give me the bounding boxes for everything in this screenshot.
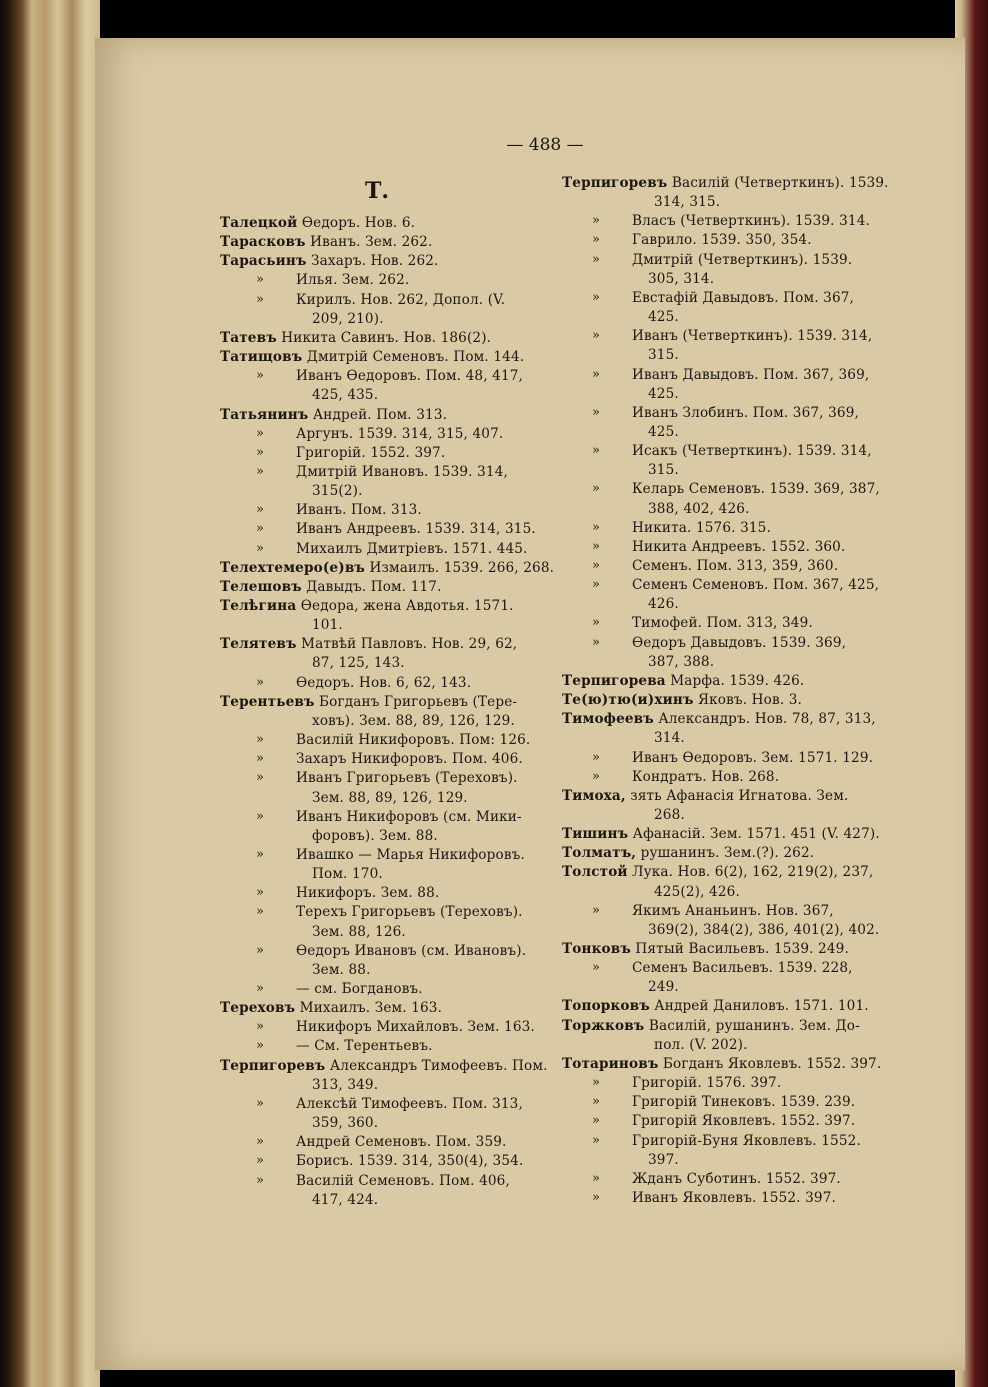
entry-surname: Торжковъ xyxy=(562,1017,645,1034)
entry-surname: Телешовъ xyxy=(220,578,302,595)
ditto-mark: » xyxy=(592,615,600,631)
index-subentry: Никифоръ. Зем. 88. xyxy=(296,885,440,902)
index-subentry: Иванъ Өедоровъ. Зем. 1571. 129. xyxy=(632,749,874,766)
entry-surname: Татевъ xyxy=(220,329,277,346)
index-continuation: 388, 402, 426. xyxy=(648,500,750,517)
entry-surname: Телятевъ xyxy=(220,636,297,653)
ditto-mark: » xyxy=(256,808,264,824)
entry-surname: Татьянинъ xyxy=(220,406,309,423)
index-entry xyxy=(220,635,517,654)
index-subentry: Никита. 1576. 315. xyxy=(632,519,771,536)
index-subentry: Терехъ Григорьевъ (Тереховъ). xyxy=(296,904,523,921)
ditto-mark: » xyxy=(256,521,264,537)
index-entry xyxy=(220,329,491,348)
index-continuation: Зем. 88, 126. xyxy=(312,923,406,940)
ditto-mark: » xyxy=(592,1094,600,1110)
entry-text: Марфа. 1539. 426. xyxy=(665,672,805,689)
index-continuation: 369(2), 384(2), 386, 401(2), 402. xyxy=(648,921,880,938)
ditto-mark: » xyxy=(256,674,264,690)
index-entry xyxy=(220,252,439,271)
index-subentry: Власъ (Четверткинъ). 1539. 314. xyxy=(632,213,870,230)
ditto-mark: » xyxy=(256,1038,264,1054)
ditto-mark: » xyxy=(256,942,264,958)
entry-surname: Тотариновъ xyxy=(562,1055,659,1072)
ditto-mark: » xyxy=(256,770,264,786)
entry-text: Александръ. Нов. 78, 87, 313, xyxy=(653,711,876,728)
ditto-mark: » xyxy=(256,1172,264,1188)
ditto-mark: » xyxy=(592,902,600,918)
index-continuation: 87, 125, 143. xyxy=(312,655,405,672)
entry-text: Матвѣй Павловъ. Нов. 29, 62, xyxy=(296,636,518,653)
index-continuation: ховъ). Зем. 88, 89, 126, 129. xyxy=(312,712,515,729)
entry-surname: Терпигоревъ xyxy=(562,175,668,191)
entry-surname: Тимофеевъ xyxy=(562,711,654,728)
ditto-mark: » xyxy=(256,368,264,384)
entry-text: Василій (Четверткинъ). 1539. xyxy=(667,175,889,191)
entry-surname: Толматъ, xyxy=(562,845,637,862)
index-subentry: Келарь Семеновъ. 1539. 369, 387, xyxy=(632,481,880,498)
index-entry xyxy=(562,691,802,710)
ditto-mark: » xyxy=(592,328,600,344)
ditto-mark: » xyxy=(592,366,600,382)
index-subentry: Илья. Зем. 262. xyxy=(296,272,410,289)
index-subentry: Кирилъ. Нов. 262, Допол. (V. xyxy=(296,291,506,308)
index-subentry: Захаръ Никифоровъ. Пом. 406. xyxy=(296,751,523,768)
index-entry xyxy=(562,1017,860,1036)
ditto-mark: » xyxy=(256,1019,264,1035)
ditto-mark: » xyxy=(592,443,600,459)
ditto-mark: » xyxy=(256,1153,264,1169)
entry-text: Өедора, жена Авдотья. 1571. xyxy=(296,598,514,614)
entry-text: Александръ Тимофеевъ. Пом. xyxy=(325,1057,548,1074)
index-continuation: 397. xyxy=(648,1151,679,1168)
index-entry xyxy=(220,233,432,252)
index-subentry: Дмитрій (Четверткинъ). 1539. xyxy=(632,251,853,268)
index-subentry: Григорій. 1552. 397. xyxy=(296,444,446,461)
index-subentry: Өедоръ. Нов. 6, 62, 143. xyxy=(296,674,472,691)
index-continuation: 314, 315. xyxy=(654,194,721,211)
index-entry xyxy=(220,999,442,1018)
index-subentry: Иванъ Андреевъ. 1539. 314, 315. xyxy=(296,521,536,538)
index-subentry: Семенъ Семеновъ. Пом. 367, 425, xyxy=(632,577,880,594)
index-subentry: Гаврило. 1539. 350, 354. xyxy=(632,232,812,249)
index-continuation: 101. xyxy=(312,617,343,634)
ditto-mark: » xyxy=(256,540,264,556)
index-continuation: 417, 424. xyxy=(312,1191,379,1208)
book-spine-edge xyxy=(0,0,100,1387)
entry-text: зять Афанасія Игнатова. Зем. xyxy=(625,787,849,804)
entry-surname: Терентьевъ xyxy=(220,693,315,710)
ditto-mark: » xyxy=(256,981,264,996)
entry-surname: Тарасковъ xyxy=(220,234,306,251)
entry-surname: Терпигоревъ xyxy=(220,1057,326,1074)
index-continuation: 268. xyxy=(654,806,685,823)
index-subentry: Иванъ Никифоровъ (см. Мики- xyxy=(296,808,522,825)
index-subentry: Алексѣй Тимофеевъ. Пом. 313, xyxy=(296,1095,523,1112)
index-subentry: Борисъ. 1539. 314, 350(4), 354. xyxy=(296,1153,524,1170)
ditto-mark: » xyxy=(256,732,264,748)
ditto-mark: » xyxy=(592,768,600,784)
entry-surname: Телѣгина xyxy=(220,598,297,614)
ditto-mark: » xyxy=(256,502,264,518)
ditto-mark: » xyxy=(256,885,264,901)
ditto-mark: » xyxy=(592,232,600,248)
index-subentry: Михаилъ Дмитріевъ. 1571. 445. xyxy=(296,540,528,557)
index-subentry: Якимъ Ананьинъ. Нов. 367, xyxy=(632,902,834,919)
entry-text: Богданъ Яковлевъ. 1552. 397. xyxy=(658,1055,882,1072)
entry-surname: Тонковъ xyxy=(562,941,631,957)
ditto-mark: » xyxy=(592,213,600,229)
index-entry xyxy=(220,348,524,367)
ditto-mark: » xyxy=(592,1170,600,1186)
entry-surname: Терпигорева xyxy=(562,672,666,689)
index-subentry: Василій Никифоровъ. Пом: 126. xyxy=(296,732,531,749)
index-continuation: Зем. 88, 89, 126, 129. xyxy=(312,789,468,806)
ditto-mark: » xyxy=(592,251,600,267)
index-subentry: Григорій Яковлевъ. 1552. 397. xyxy=(632,1113,856,1130)
index-continuation: пол. (V. 202). xyxy=(654,1036,748,1053)
index-continuation: 425(2), 426. xyxy=(654,883,740,900)
ditto-mark: » xyxy=(256,463,264,479)
index-continuation: 425. xyxy=(648,385,679,402)
entry-surname: Топорковъ xyxy=(562,998,650,1015)
entry-text: Измаилъ. 1539. 266, 268. xyxy=(365,559,555,576)
index-subentry: Григорій Тинековъ. 1539. 239. xyxy=(632,1094,856,1111)
entry-text: Афанасій. Зем. 1571. 451 (V. 427). xyxy=(628,826,880,843)
ditto-mark: » xyxy=(256,425,264,441)
index-entry xyxy=(220,597,514,616)
index-continuation: 305, 314. xyxy=(648,270,715,287)
index-continuation: 387, 388. xyxy=(648,653,715,670)
ditto-mark: » xyxy=(592,749,600,765)
entry-text: Дмитрій Семеновъ. Пом. 144. xyxy=(302,349,525,366)
index-subentry: Андрей Семеновъ. Пом. 359. xyxy=(296,1134,507,1151)
entry-surname: Татищовъ xyxy=(220,349,303,366)
ditto-mark: » xyxy=(592,1189,600,1205)
ditto-mark: » xyxy=(592,1075,600,1091)
index-entry xyxy=(220,578,442,597)
ditto-mark: » xyxy=(256,846,264,862)
index-continuation: 314. xyxy=(654,730,685,747)
index-subentry: Иванъ (Четверткинъ). 1539. 314, xyxy=(632,328,873,345)
entry-text: Михаилъ. Зем. 163. xyxy=(295,1000,443,1017)
index-subentry: — См. Терентьевъ. xyxy=(296,1038,433,1055)
index-continuation: 249. xyxy=(648,979,679,996)
index-subentry: Евстафій Давыдовъ. Пом. 367, xyxy=(632,289,855,306)
entry-text: Өедоръ. Нов. 6. xyxy=(297,215,416,231)
index-subentry: Тимофей. Пом. 313, 349. xyxy=(632,615,813,632)
index-entry xyxy=(220,214,415,233)
entry-surname: Тереховъ xyxy=(220,1000,296,1017)
index-subentry: — см. Богдановъ. xyxy=(296,981,423,997)
index-subentry: Григорій-Буня Яковлевъ. 1552. xyxy=(632,1132,861,1149)
index-entry xyxy=(562,997,869,1016)
index-continuation: Пом. 170. xyxy=(312,866,383,883)
ditto-mark: » xyxy=(592,1113,600,1129)
ditto-mark: » xyxy=(256,272,264,288)
ditto-mark: » xyxy=(256,1134,264,1150)
index-continuation: 426. xyxy=(648,596,679,613)
entry-text: Иванъ. Зем. 262. xyxy=(305,234,433,251)
index-entry xyxy=(562,174,889,193)
index-subentry: Жданъ Суботинъ. 1552. 397. xyxy=(632,1170,841,1187)
index-subentry: Өедоръ Ивановъ (см. Ивановъ). xyxy=(296,942,527,959)
entry-surname: Толстой xyxy=(562,864,628,881)
index-entry xyxy=(562,825,880,844)
ditto-mark: » xyxy=(592,404,600,420)
index-subentry: Ивашко — Марья Никифоровъ. xyxy=(296,846,525,863)
ditto-mark: » xyxy=(592,634,600,650)
ditto-mark: » xyxy=(592,481,600,497)
ditto-mark: » xyxy=(256,1095,264,1111)
ditto-mark: » xyxy=(592,558,600,573)
ditto-mark: » xyxy=(592,289,600,305)
entry-text: Яковъ. Нов. 3. xyxy=(693,692,803,709)
ditto-mark: » xyxy=(256,904,264,920)
entry-surname: Тарасьинъ xyxy=(220,253,307,270)
index-continuation: 315. xyxy=(648,347,679,364)
index-subentry: Семенъ. Пом. 313, 359, 360. xyxy=(632,558,839,574)
section-letter: Т. xyxy=(365,178,390,204)
entry-surname: Тишинъ xyxy=(562,826,629,843)
index-entry xyxy=(220,559,554,578)
ditto-mark: » xyxy=(592,577,600,593)
ditto-mark: » xyxy=(592,538,600,554)
ditto-mark: » xyxy=(592,1132,600,1148)
entry-surname: Те(ю)тю(и)хинъ xyxy=(562,692,694,709)
index-continuation: Зем. 88. xyxy=(312,961,371,978)
index-continuation: 425. xyxy=(648,309,679,326)
index-subentry: Иванъ Злобинъ. Пом. 367, 369, xyxy=(632,404,859,421)
index-subentry: Иванъ Өедоровъ. Пом. 48, 417, xyxy=(296,368,524,385)
index-subentry: Григорій. 1576. 397. xyxy=(632,1075,782,1092)
index-entry xyxy=(562,863,873,882)
index-entry xyxy=(562,710,876,729)
index-continuation: 315(2). xyxy=(312,483,363,500)
ditto-mark: » xyxy=(592,519,600,535)
index-subentry: Иванъ Яковлевъ. 1552. 397. xyxy=(632,1189,836,1206)
index-continuation: 425. xyxy=(648,423,679,440)
index-continuation: 315. xyxy=(648,462,679,479)
index-entry xyxy=(562,672,804,691)
index-continuation: 425, 435. xyxy=(312,387,379,404)
index-subentry: Василій Семеновъ. Пом. 406, xyxy=(296,1172,510,1189)
index-subentry: Иванъ. Пом. 313. xyxy=(296,502,422,519)
index-subentry: Никифоръ Михайловъ. Зем. 163. xyxy=(296,1019,535,1036)
entry-text: Пятый Васильевъ. 1539. 249. xyxy=(630,941,849,957)
index-continuation: 359, 360. xyxy=(312,1115,379,1132)
index-subentry: Иванъ Давыдовъ. Пом. 367, 369, xyxy=(632,366,870,383)
index-entry xyxy=(220,1057,548,1076)
entry-text: Захаръ. Нов. 262. xyxy=(306,253,439,270)
index-entry xyxy=(220,406,447,425)
index-subentry: Аргунъ. 1539. 314, 315, 407. xyxy=(296,425,504,442)
ditto-mark: » xyxy=(256,444,264,460)
index-subentry: Исакъ (Четверткинъ). 1539. 314, xyxy=(632,443,872,460)
entry-text: Лука. Нов. 6(2), 162, 219(2), 237, xyxy=(627,864,874,881)
ditto-mark: » xyxy=(256,751,264,767)
entry-text: Андрей Даниловъ. 1571. 101. xyxy=(649,998,869,1015)
index-entry xyxy=(562,1055,881,1074)
index-subentry: Кондратъ. Нов. 268. xyxy=(632,768,780,785)
index-entry xyxy=(562,844,814,863)
entry-text: Василій, рушанинъ. Зем. До- xyxy=(644,1017,860,1034)
entry-text: Андрей. Пом. 313. xyxy=(308,406,448,423)
index-entry xyxy=(562,787,848,806)
index-continuation: 209, 210). xyxy=(312,310,384,327)
page-number: — 488 — xyxy=(506,135,584,155)
ditto-mark: » xyxy=(592,960,600,976)
entry-surname: Телехтемеро(е)въ xyxy=(220,559,365,576)
ditto-mark: » xyxy=(256,291,264,307)
index-subentry: Дмитрій Ивановъ. 1539. 314, xyxy=(296,463,508,480)
entry-text: Давыдъ. Пом. 117. xyxy=(301,578,442,595)
entry-surname: Талецкой xyxy=(220,215,298,231)
index-subentry: Иванъ Григорьевъ (Тереховъ). xyxy=(296,770,518,787)
index-entry xyxy=(562,940,849,959)
entry-surname: Тимоха, xyxy=(562,787,626,804)
index-subentry: Семенъ Васильевъ. 1539. 228, xyxy=(632,960,853,977)
index-subentry: Никита Андреевъ. 1552. 360. xyxy=(632,538,846,555)
index-continuation: форовъ). Зем. 88. xyxy=(312,827,438,844)
entry-text: Богданъ Григорьевъ (Тере- xyxy=(314,693,518,710)
index-continuation: 313, 349. xyxy=(312,1076,379,1093)
index-entry xyxy=(220,693,517,712)
entry-text: Никита Савинъ. Нов. 186(2). xyxy=(276,329,492,346)
entry-text: рушанинъ. Зем.(?). 262. xyxy=(636,845,815,862)
index-subentry: Өедоръ Давыдовъ. 1539. 369, xyxy=(632,634,847,651)
